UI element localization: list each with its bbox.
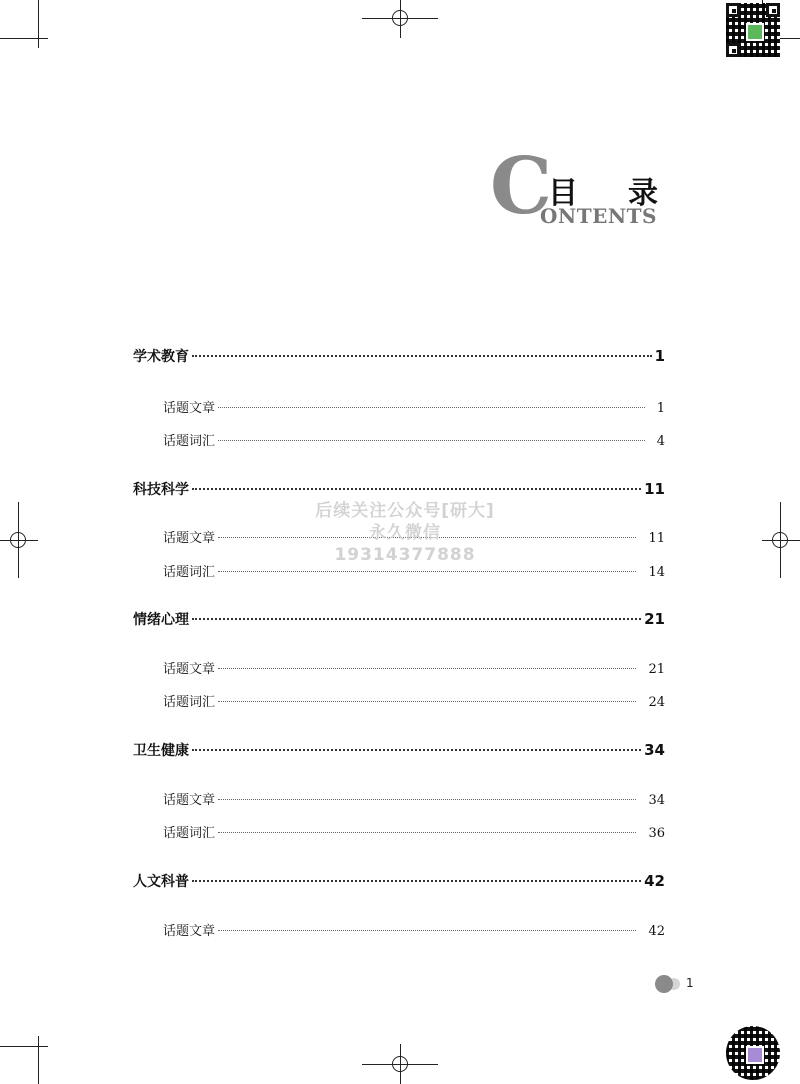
page-number: 4 — [656, 434, 665, 449]
heading-char: 录 — [628, 176, 658, 211]
toc-section[interactable] — [133, 479, 665, 499]
page-number: 36 — [648, 826, 665, 841]
leader-dots — [192, 355, 652, 357]
entry-title: 话题词汇 — [163, 434, 216, 449]
leader-dots — [218, 668, 636, 669]
registration-circle — [392, 1056, 408, 1072]
registration-circle — [10, 532, 26, 548]
leader-dots — [192, 618, 641, 620]
watermark — [300, 500, 510, 566]
toc-entry[interactable] — [163, 430, 665, 449]
leader-dots — [218, 832, 636, 833]
page-number: 34 — [644, 741, 665, 759]
leader-dots — [192, 488, 641, 490]
page-number: 21 — [644, 610, 665, 628]
leader-dots — [192, 880, 641, 882]
page-number: 34 — [648, 793, 665, 808]
crop-mark — [38, 1036, 39, 1084]
entry-title: 话题词汇 — [163, 826, 216, 841]
page-number: 11 — [648, 531, 665, 546]
leader-dots — [218, 799, 636, 800]
section-title: 卫生健康 — [133, 743, 189, 759]
section-title: 人文科普 — [133, 874, 189, 890]
entry-title: 话题文章 — [163, 793, 216, 808]
heading-initial: C — [490, 141, 553, 232]
qr-code — [726, 1026, 780, 1080]
page-number: 1 — [654, 347, 665, 365]
toc-section[interactable] — [133, 609, 665, 629]
leader-dots — [192, 749, 641, 751]
section-title: 学术教育 — [133, 349, 189, 365]
page-number: 11 — [644, 480, 665, 498]
toc-entry[interactable] — [163, 920, 665, 939]
page-number: 42 — [648, 924, 665, 939]
qr-code — [726, 3, 780, 57]
footer-page-number: 1 — [686, 976, 694, 990]
leader-dots — [218, 701, 636, 702]
page-number: 42 — [644, 872, 665, 890]
toc-entry[interactable] — [163, 397, 665, 416]
leader-dots — [218, 440, 645, 441]
registration-circle — [772, 532, 788, 548]
entry-title: 话题词汇 — [163, 565, 216, 580]
section-title: 科技科学 — [133, 482, 189, 498]
heading-english: ONTENTS — [540, 204, 657, 228]
toc-entry[interactable] — [163, 658, 665, 677]
entry-title: 话题文章 — [163, 401, 216, 416]
watermark-line: 后续关注公众号[研大] — [315, 501, 495, 521]
toc-entry[interactable] — [163, 691, 665, 710]
crop-mark — [0, 1046, 48, 1047]
leader-dots — [218, 571, 636, 572]
registration-circle — [392, 10, 408, 26]
toc-section[interactable] — [133, 346, 665, 366]
leader-dots — [218, 930, 636, 931]
entry-title: 话题文章 — [163, 531, 216, 546]
page-marker-dot — [655, 975, 673, 993]
page-number: 24 — [648, 695, 665, 710]
toc-entry[interactable] — [163, 822, 665, 841]
crop-mark — [0, 38, 48, 39]
toc-section[interactable] — [133, 740, 665, 760]
entry-title: 话题文章 — [163, 924, 216, 939]
entry-title: 话题词汇 — [163, 695, 216, 710]
page-number: 21 — [648, 662, 665, 677]
entry-title: 话题文章 — [163, 662, 216, 677]
leader-dots — [218, 407, 645, 408]
section-title: 情绪心理 — [133, 612, 189, 628]
toc-entry[interactable] — [163, 789, 665, 808]
toc-section[interactable] — [133, 871, 665, 891]
contents-heading — [490, 141, 670, 235]
heading-char: 目 — [548, 176, 578, 211]
watermark-line: 永久微信19314377888 — [334, 523, 476, 565]
page-number: 1 — [656, 401, 665, 416]
page-number: 14 — [648, 565, 665, 580]
crop-mark — [38, 0, 39, 48]
